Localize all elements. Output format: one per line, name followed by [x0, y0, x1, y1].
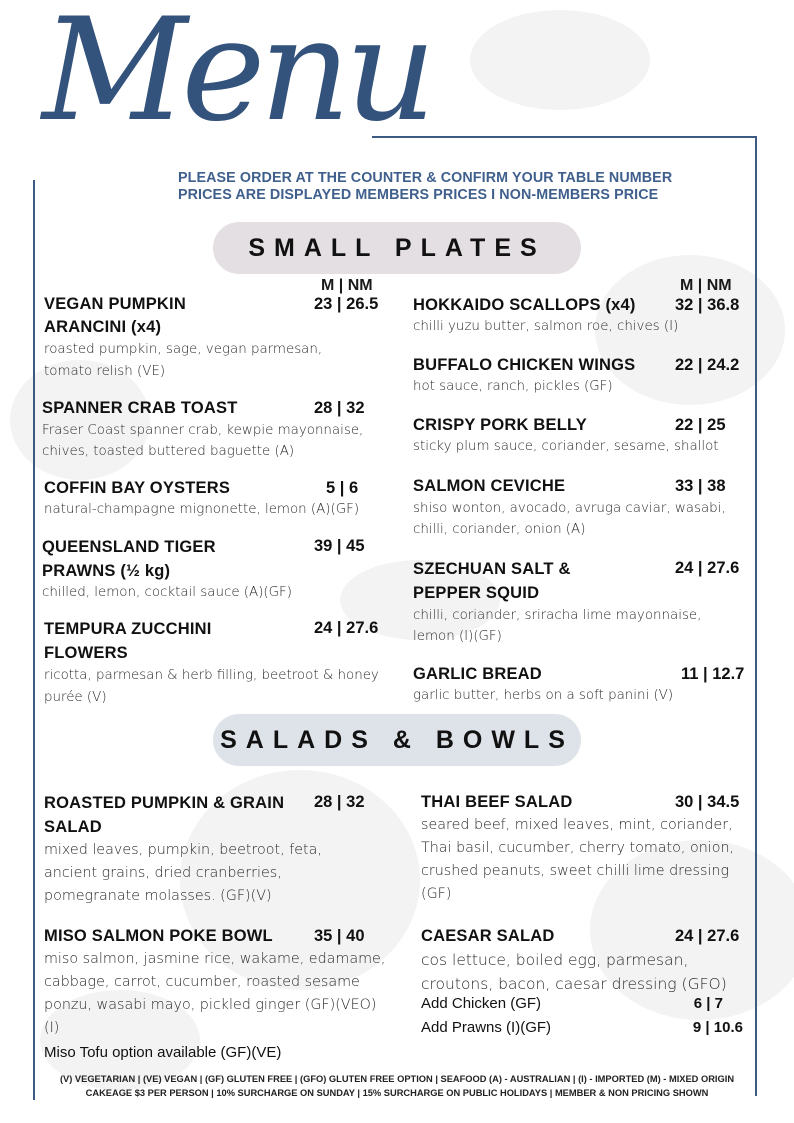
item-description: sticky plum sauce, coriander, sesame, shallot [413, 439, 719, 454]
item-price: 11 | 12.7 [681, 665, 745, 683]
footer-surcharges: CAKEAGE $3 PER PERSON | 10% SURCHARGE ON SUNDAY | 15% SURCHARGE ON PUBLIC HOLIDAYS | MEMBER & NON PRICING SHOWN [85, 1088, 709, 1098]
item-name: SZECHUAN SALT & PEPPER SQUID [413, 560, 571, 602]
frame-line-right [755, 136, 757, 1096]
item-description: ricotta, parmesan & herb filling, beetroot & honey purée (V) [44, 668, 379, 705]
item-description: cos lettuce, boiled egg, parmesan, croutons, bacon, caesar dressing (GFO) [421, 951, 727, 993]
item-description: chilli yuzu butter, salmon roe, chives (I) [413, 319, 679, 334]
addon-price: 6 | 7 [693, 995, 723, 1012]
menu-item [421, 925, 751, 996]
item-price: 24 | 27.6 [675, 559, 740, 577]
menu-item [413, 294, 751, 337]
item-price: 5 | 6 [326, 479, 359, 497]
section-heading-small-plates: SMALL PLATES [213, 222, 581, 274]
item-price: 24 | 27.6 [675, 927, 740, 945]
menu-title: Menu [42, 0, 431, 153]
item-description: mixed leaves, pumpkin, beetroot, feta, ancient grains, dried cranberries, pomegranate molasses. (GF)(V) [44, 842, 322, 904]
item-price: 23 | 26.5 [314, 295, 379, 313]
menu-item [42, 535, 382, 603]
item-name: MISO SALMON POKE BOWL [44, 927, 273, 945]
item-price: 24 | 27.6 [314, 619, 379, 637]
menu-item [413, 354, 751, 397]
item-name: BUFFALO CHICKEN WINGS [413, 356, 636, 374]
item-name: ROASTED PUMPKIN & GRAIN SALAD [44, 794, 285, 836]
frame-line-left [33, 180, 35, 1100]
item-price: 30 | 34.5 [675, 793, 740, 811]
item-price: 28 | 32 [314, 793, 365, 811]
item-name: THAI BEEF SALAD [421, 793, 573, 811]
item-description: seared beef, mixed leaves, mint, coriander, Thai basil, cucumber, cherry tomato, onion, crushed peanuts, sweet chilli lime dressing (GF) [421, 817, 735, 902]
item-note: Miso Tofu option available (GF)(VE) [44, 1044, 282, 1061]
menu-item [413, 663, 751, 706]
item-description: chilled, lemon, cocktail sauce (A)(GF) [42, 585, 292, 600]
addon-item [421, 995, 723, 1012]
menu-item [413, 557, 751, 647]
item-name: VEGAN PUMPKIN ARANCINI (x4) [44, 295, 186, 336]
addon-label: Add Prawns (I)(GF) [421, 1019, 552, 1036]
menu-item [413, 475, 751, 540]
item-name: CAESAR SALAD [421, 927, 555, 945]
item-name: SPANNER CRAB TOAST [42, 399, 238, 417]
item-description: chilli, coriander, sriracha lime mayonnaise, lemon (I)(GF) [413, 608, 702, 644]
item-description: roasted pumpkin, sage, vegan parmesan, tomato relish (VE) [44, 342, 323, 379]
addon-price: 9 | 10.6 [692, 1019, 743, 1036]
menu-item [42, 397, 382, 462]
item-description: shiso wonton, avocado, avruga caviar, wasabi, chilli, coriander, onion (A) [413, 501, 726, 537]
addon-label: Add Chicken (GF) [421, 995, 542, 1012]
tagline-line-2: PRICES ARE DISPLAYED MEMBERS PRICES I NON-MEMBERS PRICE [178, 187, 659, 203]
menu-item [44, 925, 390, 1061]
item-price: 35 | 40 [314, 927, 365, 945]
item-price: 33 | 38 [675, 477, 726, 495]
menu-item [44, 617, 390, 709]
footer-legend: (V) VEGETARIAN | (VE) VEGAN | (GF) GLUTEN FREE | (GFO) GLUTEN FREE OPTION | SEAFOOD (A) - AUSTRALIAN | (I) - IMPORTED (M) - MIXED ORIGIN [59, 1074, 735, 1084]
column-header-right: M | NM [680, 277, 732, 294]
item-description: Fraser Coast spanner crab, kewpie mayonnaise, chives, toasted buttered baguette (A) [42, 423, 364, 459]
column-header-left: M | NM [321, 277, 373, 294]
tagline-line-1: PLEASE ORDER AT THE COUNTER & CONFIRM YOUR TABLE NUMBER [178, 170, 673, 186]
tagline [178, 170, 672, 204]
item-name: TEMPURA ZUCCHINI FLOWERS [44, 620, 212, 662]
menu-item [44, 477, 384, 520]
item-name: QUEENSLAND TIGER PRAWNS (½ kg) [42, 538, 216, 580]
menu-item [44, 293, 390, 383]
menu-item [413, 414, 751, 457]
item-price: 22 | 24.2 [675, 356, 740, 374]
item-name: COFFIN BAY OYSTERS [44, 479, 231, 497]
item-description: hot sauce, ranch, pickles (GF) [413, 379, 613, 394]
menu-item [421, 791, 751, 906]
item-price: 39 | 45 [314, 537, 365, 555]
item-description: miso salmon, jasmine rice, wakame, edamame, cabbage, carrot, cucumber, roasted sesame ponzu, wasabi mayo, pickled ginger (GF)(VEO)(I) [44, 951, 386, 1036]
item-description: natural-champagne mignonette, lemon (A)(GF) [44, 502, 360, 517]
item-name: SALMON CEVICHE [413, 477, 566, 495]
item-price: 22 | 25 [675, 416, 726, 434]
addon-item [421, 1019, 743, 1036]
item-name: CRISPY PORK BELLY [413, 416, 587, 434]
item-name: HOKKAIDO SCALLOPS (x4) [413, 296, 636, 314]
menu-item [44, 791, 384, 908]
item-price: 32 | 36.8 [675, 296, 740, 314]
item-name: GARLIC BREAD [413, 665, 542, 683]
section-heading-salads-bowls: SALADS & BOWLS [213, 714, 581, 766]
item-price: 28 | 32 [314, 399, 365, 417]
item-description: garlic butter, herbs on a soft panini (V) [413, 688, 674, 703]
